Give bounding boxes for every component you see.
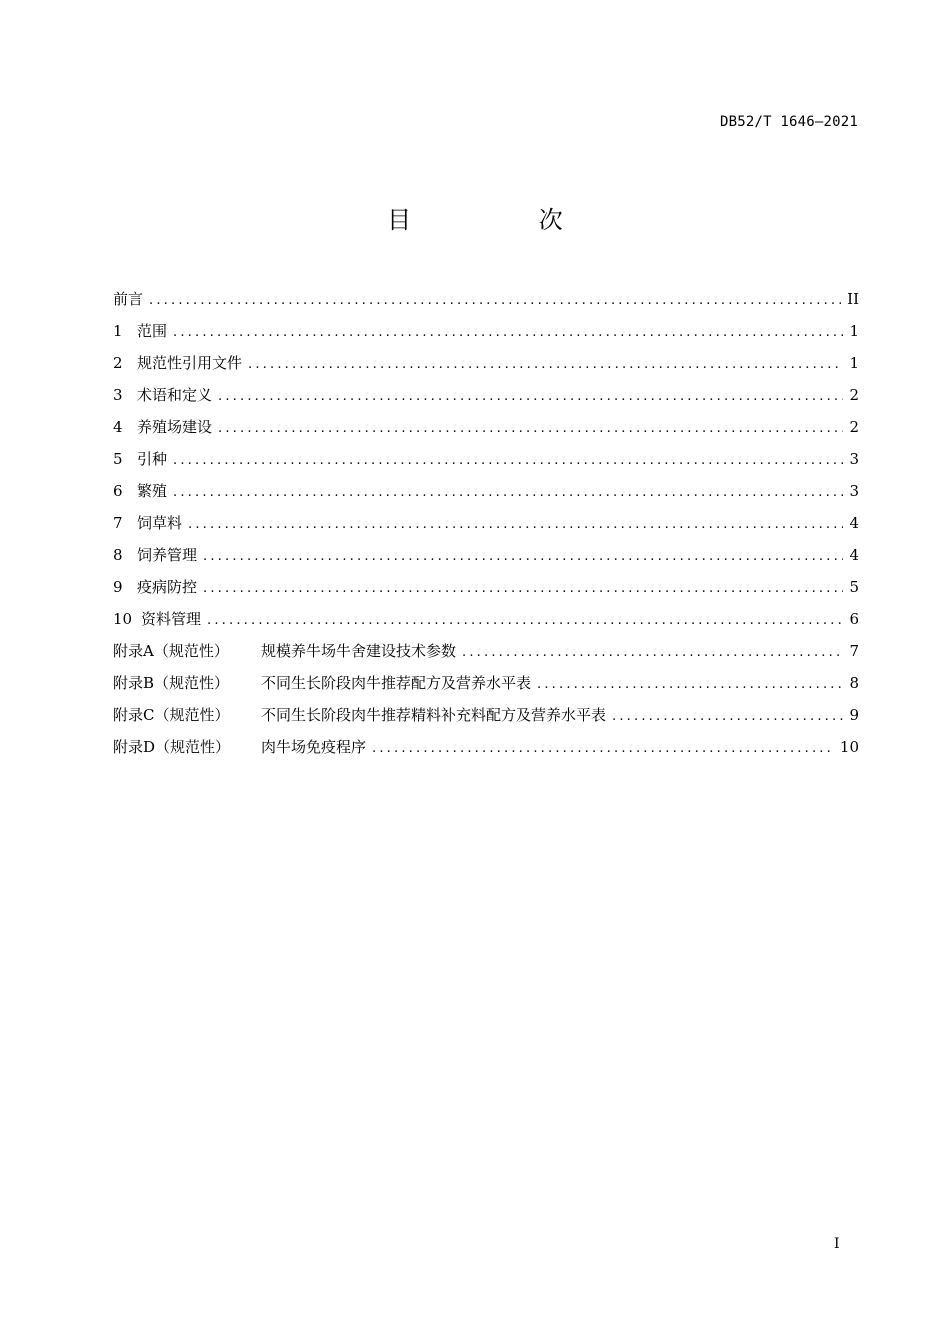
toc-entry-label: 繁殖 <box>137 482 168 500</box>
toc-entry-label: 前言 <box>113 290 144 308</box>
toc-entry-2[interactable] <box>113 352 859 384</box>
toc-dot-leader <box>149 290 841 312</box>
toc-entry-page: 5 <box>849 578 859 596</box>
toc-dot-leader <box>203 546 843 568</box>
page-number: I <box>834 1236 840 1252</box>
toc-entry-page: 1 <box>849 354 859 372</box>
toc-entry-annex-c[interactable] <box>113 704 859 736</box>
toc-entry-label: 肉牛场免疫程序 <box>261 738 367 756</box>
toc-entry-page: 2 <box>849 418 859 436</box>
toc-entry-label: 疫病防控 <box>137 578 198 596</box>
toc-entry-number: 6 <box>113 482 123 500</box>
toc-entry-5[interactable] <box>113 448 859 480</box>
table-of-contents <box>113 288 859 768</box>
toc-entry-page: 4 <box>849 514 859 532</box>
standard-code: DB52/T 1646—2021 <box>719 114 858 130</box>
toc-dot-leader <box>537 674 843 696</box>
toc-entry-page: 3 <box>849 450 859 468</box>
toc-entry-label: 范围 <box>137 322 168 340</box>
toc-entry-number: 1 <box>113 322 123 340</box>
toc-entry-label: 饲草料 <box>137 514 183 532</box>
toc-entry-label: 规范性引用文件 <box>137 354 243 372</box>
toc-entry-page: 8 <box>849 674 859 692</box>
toc-dot-leader <box>207 610 843 632</box>
toc-entry-label: 术语和定义 <box>137 386 213 404</box>
toc-dot-leader <box>248 354 843 376</box>
toc-entry-number: 附录A（规范性） <box>113 642 229 660</box>
toc-entry-annex-a[interactable] <box>113 640 859 672</box>
toc-dot-leader <box>173 322 843 344</box>
toc-entry-page: 2 <box>849 386 859 404</box>
toc-entry-number: 3 <box>113 386 123 404</box>
toc-entry-6[interactable] <box>113 480 859 512</box>
toc-dot-leader <box>462 642 843 664</box>
toc-entry-number: 8 <box>113 546 123 564</box>
toc-dot-leader <box>188 514 843 536</box>
toc-entry-1[interactable] <box>113 320 859 352</box>
toc-entry-label: 引种 <box>137 450 168 468</box>
toc-entry-page: 3 <box>849 482 859 500</box>
toc-entry-number: 2 <box>113 354 123 372</box>
toc-entry-label: 养殖场建设 <box>137 418 213 436</box>
toc-dot-leader <box>372 738 834 760</box>
toc-entry-label: 不同生长阶段肉牛推荐精料补充料配方及营养水平表 <box>261 706 607 724</box>
toc-entry-number: 9 <box>113 578 123 596</box>
toc-entry-page: 6 <box>849 610 859 628</box>
toc-entry-3[interactable] <box>113 384 859 416</box>
toc-entry-number: 5 <box>113 450 123 468</box>
toc-entry-page: 7 <box>849 642 859 660</box>
toc-entry-number: 4 <box>113 418 123 436</box>
toc-entry-label: 不同生长阶段肉牛推荐配方及营养水平表 <box>261 674 532 692</box>
toc-entry-page: 4 <box>849 546 859 564</box>
toc-entry-page: II <box>847 290 859 308</box>
toc-dot-leader <box>173 450 843 472</box>
toc-dot-leader <box>173 482 843 504</box>
toc-entry-7[interactable] <box>113 512 859 544</box>
toc-entry-label: 饲养管理 <box>137 546 198 564</box>
toc-entry-8[interactable] <box>113 544 859 576</box>
page-title: 目 次 <box>387 206 623 234</box>
toc-entry-number: 7 <box>113 514 123 532</box>
toc-entry-page: 10 <box>839 738 859 756</box>
toc-dot-leader <box>203 578 843 600</box>
toc-entry-page: 9 <box>849 706 859 724</box>
toc-entry-page: 1 <box>849 322 859 340</box>
toc-dot-leader <box>218 386 843 408</box>
toc-entry-number: 附录C（规范性） <box>113 706 230 724</box>
toc-entry-9[interactable] <box>113 576 859 608</box>
toc-entry-number: 10 <box>113 610 133 628</box>
toc-dot-leader <box>612 706 843 728</box>
toc-entry-label: 规模养牛场牛舍建设技术参数 <box>261 642 457 660</box>
toc-entry-annex-b[interactable] <box>113 672 859 704</box>
toc-entry-label: 资料管理 <box>141 610 202 628</box>
toc-entry-4[interactable] <box>113 416 859 448</box>
toc-entry-annex-d[interactable] <box>113 736 859 768</box>
toc-dot-leader <box>218 418 843 440</box>
toc-entry-number: 附录D（规范性） <box>113 738 231 756</box>
toc-entry-number: 附录B（规范性） <box>113 674 230 692</box>
toc-entry-foreword[interactable] <box>113 288 859 320</box>
toc-entry-10[interactable] <box>113 608 859 640</box>
